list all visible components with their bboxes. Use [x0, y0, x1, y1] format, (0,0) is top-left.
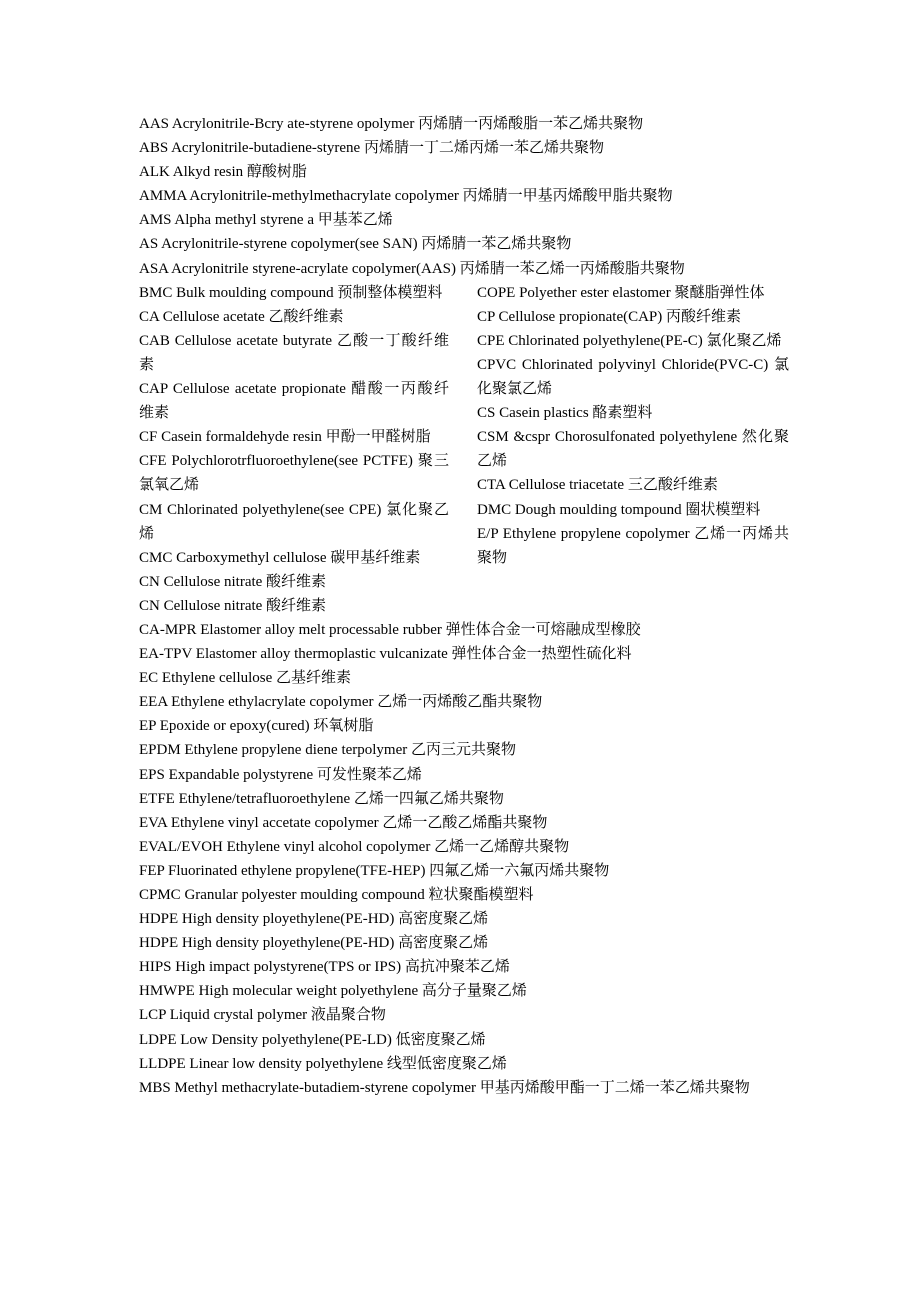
entry: LCP Liquid crystal polymer 液晶聚合物: [139, 1007, 386, 1024]
entry: EA-TPV Elastomer alloy thermoplastic vulcanizate 弹性体合金一热塑性硫化料: [139, 646, 632, 663]
entry: ETFE Ethylene/tetrafluoroethylene 乙烯一四氟乙烯共聚物: [139, 790, 504, 807]
entry: CA Cellulose acetate 乙酸纤维素: [139, 308, 344, 325]
entry: EEA Ethylene ethylacrylate copolymer 乙烯一丙烯酸乙酯共聚物: [139, 694, 543, 711]
entry: LLDPE Linear low density polyethylene 线型低密度聚乙烯: [139, 1055, 507, 1072]
entry: MBS Methyl methacrylate-butadiem-styrene copolymer 甲基丙烯酸甲酯一丁二烯一苯乙烯共聚物: [139, 1079, 750, 1096]
entry: CP Cellulose propionate(CAP) 丙酸纤维素: [477, 308, 742, 325]
entry: EVA Ethylene vinyl accetate copolymer 乙烯一乙酸乙烯酯共聚物: [139, 814, 548, 831]
entry: AS Acrylonitrile-styrene copolymer(see SAN) 丙烯腈一苯乙烯共聚物: [139, 236, 572, 253]
right-column: [477, 281, 789, 618]
entry: EP Epoxide or epoxy(cured) 环氧树脂: [139, 718, 374, 735]
entry: CFE Polychlorotrfluoroethylene(see PCTFE) 聚三氯氧乙烯: [139, 453, 449, 494]
entry: CPE Chlorinated polyethylene(PE-C) 氯化聚乙烯: [477, 332, 782, 349]
entry: EVAL/EVOH Ethylene vinyl alcohol copolymer 乙烯一乙烯醇共聚物: [139, 838, 570, 855]
entry: LDPE Low Density polyethylene(PE-LD) 低密度聚乙烯: [139, 1031, 486, 1048]
entry: AMMA Acrylonitrile-methylmethacrylate copolymer 丙烯腈一甲基丙烯酸甲脂共聚物: [139, 188, 673, 205]
entry: AMS Alpha methyl styrene a 甲基苯乙烯: [139, 212, 393, 229]
entry: ALK Alkyd resin 醇酸树脂: [139, 164, 307, 181]
entry: FEP Fluorinated ethylene propylene(TFE-HEP) 四氟乙烯一六氟丙烯共聚物: [139, 862, 610, 879]
entry: BMC Bulk moulding compound 预制整体模塑料: [139, 284, 443, 301]
entry: CF Casein formaldehyde resin 甲酚一甲醛树脂: [139, 429, 431, 446]
entry: CAP Cellulose acetate propionate 醋酸一丙酸纤维素: [139, 381, 449, 422]
entry: AAS Acrylonitrile-Bcry ate-styrene opolymer 丙烯腈一丙烯酸脂一苯乙烯共聚物: [139, 116, 644, 132]
entry: CN Cellulose nitrate 酸纤维素: [139, 573, 327, 590]
entry: CM Chlorinated polyethylene(see CPE) 氯化聚乙烯: [139, 501, 449, 542]
entry: CPMC Granular polyester moulding compound 粒状聚酯模塑料: [139, 887, 534, 903]
entry: CPVC Chlorinated polyvinyl Chloride(PVC-C) 氯化聚氯乙烯: [477, 356, 789, 398]
top-entries: [139, 112, 789, 281]
entry: CN Cellulose nitrate 酸纤维素: [139, 597, 327, 614]
entry: CS Casein plastics 酪素塑料: [477, 405, 653, 422]
entry: EPDM Ethylene propylene diene terpolymer 乙丙三元共聚物: [139, 742, 517, 759]
entry: E/P Ethylene propylene copolymer 乙烯一丙烯共聚物: [477, 525, 789, 566]
glossary-document: [139, 112, 789, 1100]
entry: COPE Polyether ester elastomer 聚醚脂弹性体: [477, 284, 765, 301]
entry: EPS Expandable polystyrene 可发性聚苯乙烯: [139, 766, 422, 783]
bottom-entries: [139, 618, 789, 1100]
entry: HDPE High density ployethylene(PE-HD) 高密度聚乙烯: [139, 911, 489, 928]
entry: HMWPE High molecular weight polyethylene 高分子量聚乙烯: [139, 983, 527, 1000]
entry: CA-MPR Elastomer alloy melt processable rubber 弹性体合金一可熔融成型橡胶: [139, 621, 641, 638]
entry: HDPE High density ployethylene(PE-HD) 高密度聚乙烯: [139, 935, 489, 952]
entry: HIPS High impact polystyrene(TPS or IPS) 高抗冲聚苯乙烯: [139, 959, 510, 976]
entry: CTA Cellulose triacetate 三乙酸纤维素: [477, 477, 718, 494]
entry: CSM &cspr Chorosulfonated polyethylene 然化聚乙烯: [477, 429, 789, 470]
entry: DMC Dough moulding tompound 圈状模塑料: [477, 501, 761, 518]
two-column-section: [139, 281, 789, 618]
entry: EC Ethylene cellulose 乙基纤维素: [139, 670, 352, 687]
entry: CMC Carboxymethyl cellulose 碳甲基纤维素: [139, 549, 421, 566]
entry: CAB Cellulose acetate butyrate 乙酸一丁酸纤维素: [139, 332, 449, 373]
entry: ABS Acrylonitrile-butadiene-styrene 丙烯腈一丁二烯丙烯一苯乙烯共聚物: [139, 140, 604, 157]
left-column: [139, 281, 449, 618]
entry: ASA Acrylonitrile styrene-acrylate copolymer(AAS) 丙烯腈一苯乙烯一丙烯酸脂共聚物: [139, 260, 685, 277]
